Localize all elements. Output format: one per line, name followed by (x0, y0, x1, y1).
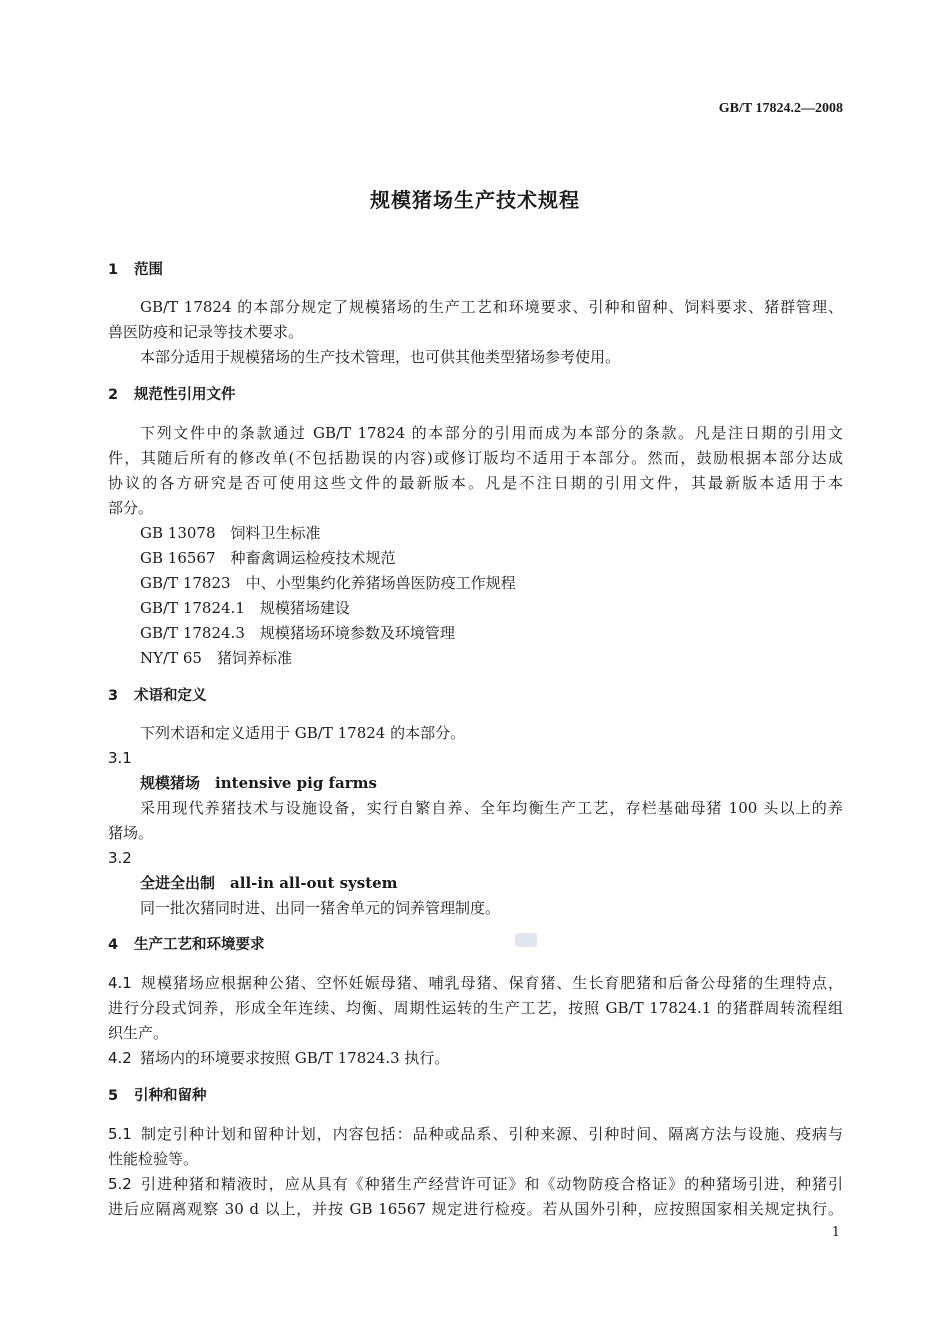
paragraph-line: 本部分适用于规模猪场的生产技术管理，也可供其他类型猪场参考使用。 (140, 348, 621, 366)
reference-item: GB/T 17824.3 规模猪场环境参数及环境管理 (140, 624, 455, 642)
clause-line: 5.1 制定引种计划和留种计划，内容包括：品种或品系、引种来源、引种时间、隔离方法与设施、疫病与 (108, 1125, 843, 1143)
reference-item: NY/T 65 猪饲养标准 (140, 649, 292, 667)
term-name: 规模猪场 intensive pig farms (140, 774, 377, 792)
paragraph-line: 件，其随后所有的修改单(不包括勘误的内容)或修订版均不适用于本部分。然而，鼓励根据本部分达成 (108, 449, 843, 467)
clause-line: 4.2 猪场内的环境要求按照 GB/T 17824.3 执行。 (108, 1049, 450, 1067)
clause-line: 进行分段式饲养，形成全年连续、均衡、周期性运转的生产工艺，按照 GB/T 17824.1 的猪群周转流程组 (108, 999, 843, 1017)
paragraph-line: 兽医防疫和记录等技术要求。 (108, 323, 304, 341)
section-heading-2: 2 规范性引用文件 (108, 387, 236, 403)
watermark-logo (515, 933, 537, 947)
reference-item: GB/T 17823 中、小型集约化养猪场兽医防疫工作规程 (140, 574, 516, 592)
page-number: 1 (831, 1225, 840, 1240)
reference-item: GB/T 17824.1 规模猪场建设 (140, 599, 350, 617)
reference-item: GB 16567 种畜禽调运检疫技术规范 (140, 549, 396, 567)
clause-line: 4.1 规模猪场应根据种公猪、空怀妊娠母猪、哺乳母猪、保育猪、生长育肥猪和后备公母猪的生理特点， (108, 974, 843, 992)
paragraph-line: 下列文件中的条款通过 GB/T 17824 的本部分的引用而成为本部分的条款。凡是注日期的引用文 (140, 424, 843, 442)
paragraph-line: 下列术语和定义适用于 GB/T 17824 的本部分。 (140, 724, 466, 742)
term-number: 3.1 (108, 749, 132, 767)
paragraph-line: 部分。 (108, 499, 154, 517)
reference-item: GB 13078 饲料卫生标准 (140, 524, 321, 542)
clause-line: 5.2 引进种猪和精液时，应从具有《种猪生产经营许可证》和《动物防疫合格证》的种猪场引进，种猪引 (108, 1175, 843, 1193)
document-title: 规模猪场生产技术规程 (370, 188, 580, 212)
standard-number: GB/T 17824.2—2008 (718, 101, 843, 116)
clause-line: 进后应隔离观察 30 d 以上，并按 GB 16567 规定进行检疫。若从国外引种，应按照国家相关规定执行。 (108, 1200, 843, 1218)
clause-line: 性能检验等。 (108, 1150, 199, 1168)
term-number: 3.2 (108, 849, 132, 867)
term-name: 全进全出制 all-in all-out system (140, 874, 398, 892)
term-definition: 猪场。 (108, 824, 154, 842)
term-definition: 采用现代养猪技术与设施设备，实行自繁自养、全年均衡生产工艺，存栏基础母猪 100 头以上的养 (140, 799, 843, 817)
term-definition: 同一批次猪同时进、出同一猪舍单元的饲养管理制度。 (140, 899, 501, 917)
section-heading-3: 3 术语和定义 (108, 688, 207, 704)
section-heading-5: 5 引种和留种 (108, 1088, 207, 1104)
paragraph-line: GB/T 17824 的本部分规定了规模猪场的生产工艺和环境要求、引种和留种、饲料要求、猪群管理、 (140, 298, 843, 316)
paragraph-line: 协议的各方研究是否可使用这些文件的最新版本。凡是不注日期的引用文件，其最新版本适用于本 (108, 474, 843, 492)
section-heading-1: 1 范围 (108, 262, 163, 278)
section-heading-4: 4 生产工艺和环境要求 (108, 937, 265, 953)
clause-line: 织生产。 (108, 1024, 169, 1042)
